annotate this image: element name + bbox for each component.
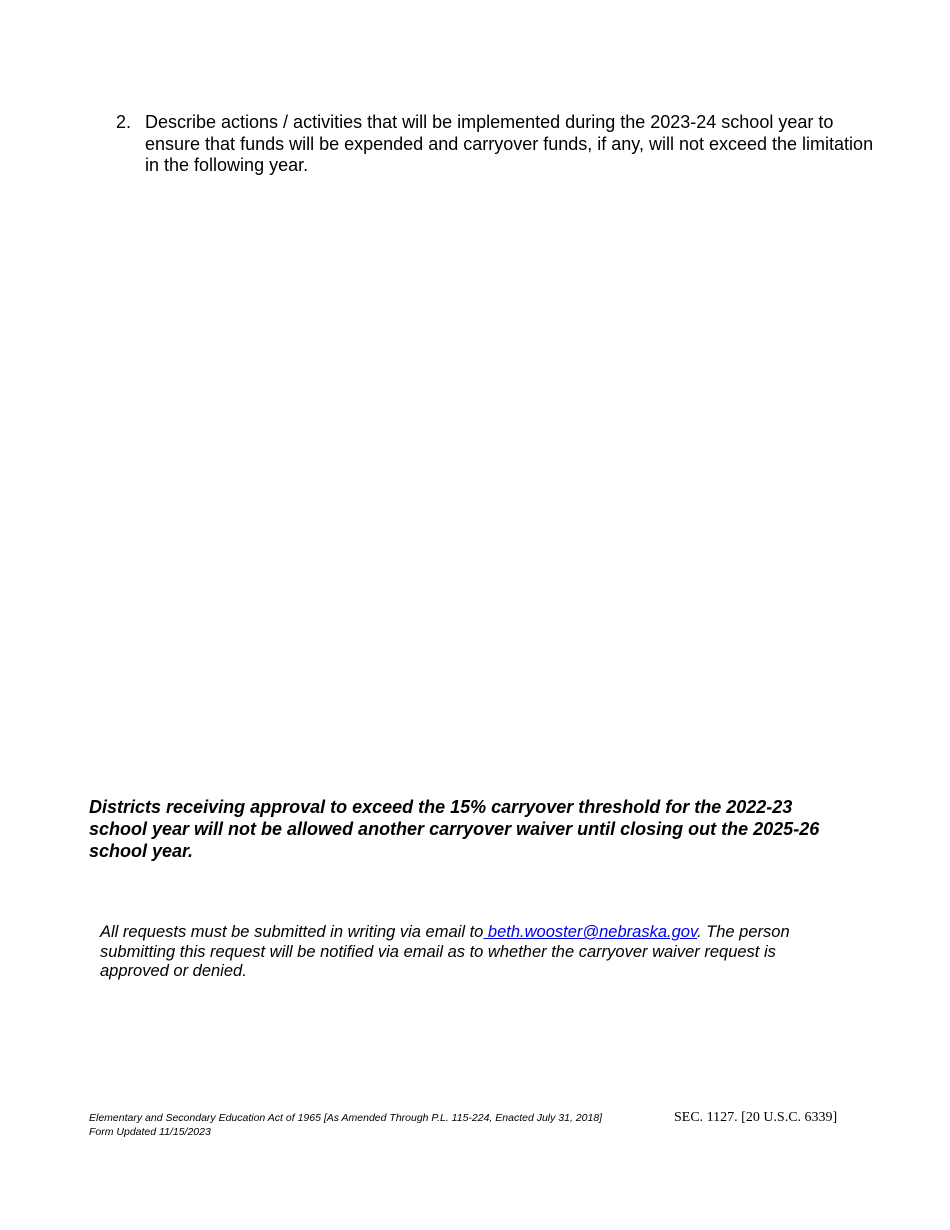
question-text: Describe actions / activities that will be implemented during the 2023-24 school year to ensure that funds will be expended and carryover funds, if any, will not exceed the limitation in the following year. [145, 112, 874, 175]
question-number: 2. [116, 112, 132, 132]
question-item-2 [116, 112, 876, 177]
footer-form-updated: Form Updated 11/15/2023 [89, 1126, 211, 1138]
submission-text-after: . The person submitting this request will be notified via email as to whether the carryover waiver request is approved or denied. [100, 923, 790, 980]
email-link[interactable]: beth.wooster@nebraska.gov [483, 923, 697, 941]
footer-left [89, 1111, 649, 1139]
footer-act-line: Elementary and Secondary Education Act of 1965 [As Amended Through P.L. 115-224, Enacted July 31, 2018] [89, 1112, 603, 1124]
carryover-waiver-notice: Districts receiving approval to exceed the 15% carryover threshold for the 2022-23 school year will not be allowed another carryover waiver until closing out the 2025-26 school year. [89, 797, 820, 861]
footer-section-reference: SEC. 1127. [20 U.S.C. 6339] [674, 1110, 838, 1125]
submission-text-before: All requests must be submitted in writing via email to [100, 923, 484, 941]
submission-instructions [100, 923, 840, 982]
